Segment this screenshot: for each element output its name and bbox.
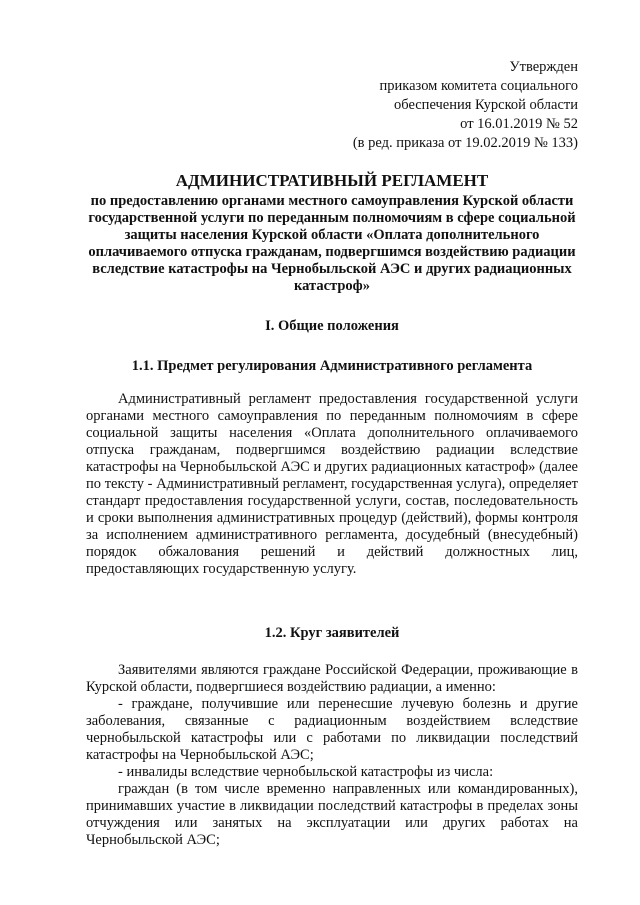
paragraph: Заявителями являются граждане Российской Федерации, проживающие в Курской области, подвергшиеся воздействию радиации, а именно: <box>86 662 578 695</box>
list-item: - граждане, получившие или перенесшие лучевую болезнь и другие заболевания, связанные с радиационным воздействием вследствие чернобыльской катастрофы или с работами по ликвидации последствий катастрофы на Чернобыльской АЭС; <box>86 696 578 763</box>
approval-block <box>86 58 578 153</box>
paragraph: Административный регламент предоставления государственной услуги органами местного самоуправления по переданным полномочиям в сфере социальной защиты населения «Оплата дополнительного оплачиваемого отпуска гражданам, подвергшимся воздействию радиации вследствие катастрофы на Чернобыльской АЭС и других радиационных катастроф» (далее по тексту - Административный регламент, государственная услуга), определяет стандарт предоставления государственной услуги, состав, последовательность и сроки выполнения административных процедур (действий), формы контроля за исполнением административного регламента, досудебный (внесудебный) порядок обжалования решений и действий должностных лиц, предоставляющих государственную услугу. <box>86 391 578 577</box>
approval-line: приказом комитета социального <box>379 78 578 94</box>
list-item: граждан (в том числе временно направленных или командированных), принимавших участие в ликвидации последствий катастрофы в пределах зоны отчуждения или занятых на эксплуатации или других работах на Чернобыльской АЭС; <box>86 781 578 848</box>
list-item: - инвалиды вследствие чернобыльской катастрофы из числа: <box>118 764 494 780</box>
approval-line: от 16.01.2019 № 52 <box>460 116 578 132</box>
section-heading: I. Общие положения <box>265 318 399 334</box>
subsection-heading: 1.2. Круг заявителей <box>264 625 400 641</box>
document-title: АДМИНИСТРАТИВНЫЙ РЕГЛАМЕНТ <box>175 171 489 190</box>
approval-line: Утвержден <box>509 59 578 75</box>
approval-line: (в ред. приказа от 19.02.2019 № 133) <box>352 135 578 151</box>
document-subtitle: по предоставлению органами местного самоуправления Курской области государственной услуги по переданным полномочиям в сфере социальной защиты населения Курской области «Оплата дополнительного оплачиваемого отпуска гражданам, подвергшимся воздействию радиации вследствие катастрофы на Чернобыльской АЭС и других радиационных катастроф» <box>88 193 576 294</box>
approval-line: обеспечения Курской области <box>394 97 578 113</box>
subsection-heading: 1.1. Предмет регулирования Административного регламента <box>131 358 533 374</box>
